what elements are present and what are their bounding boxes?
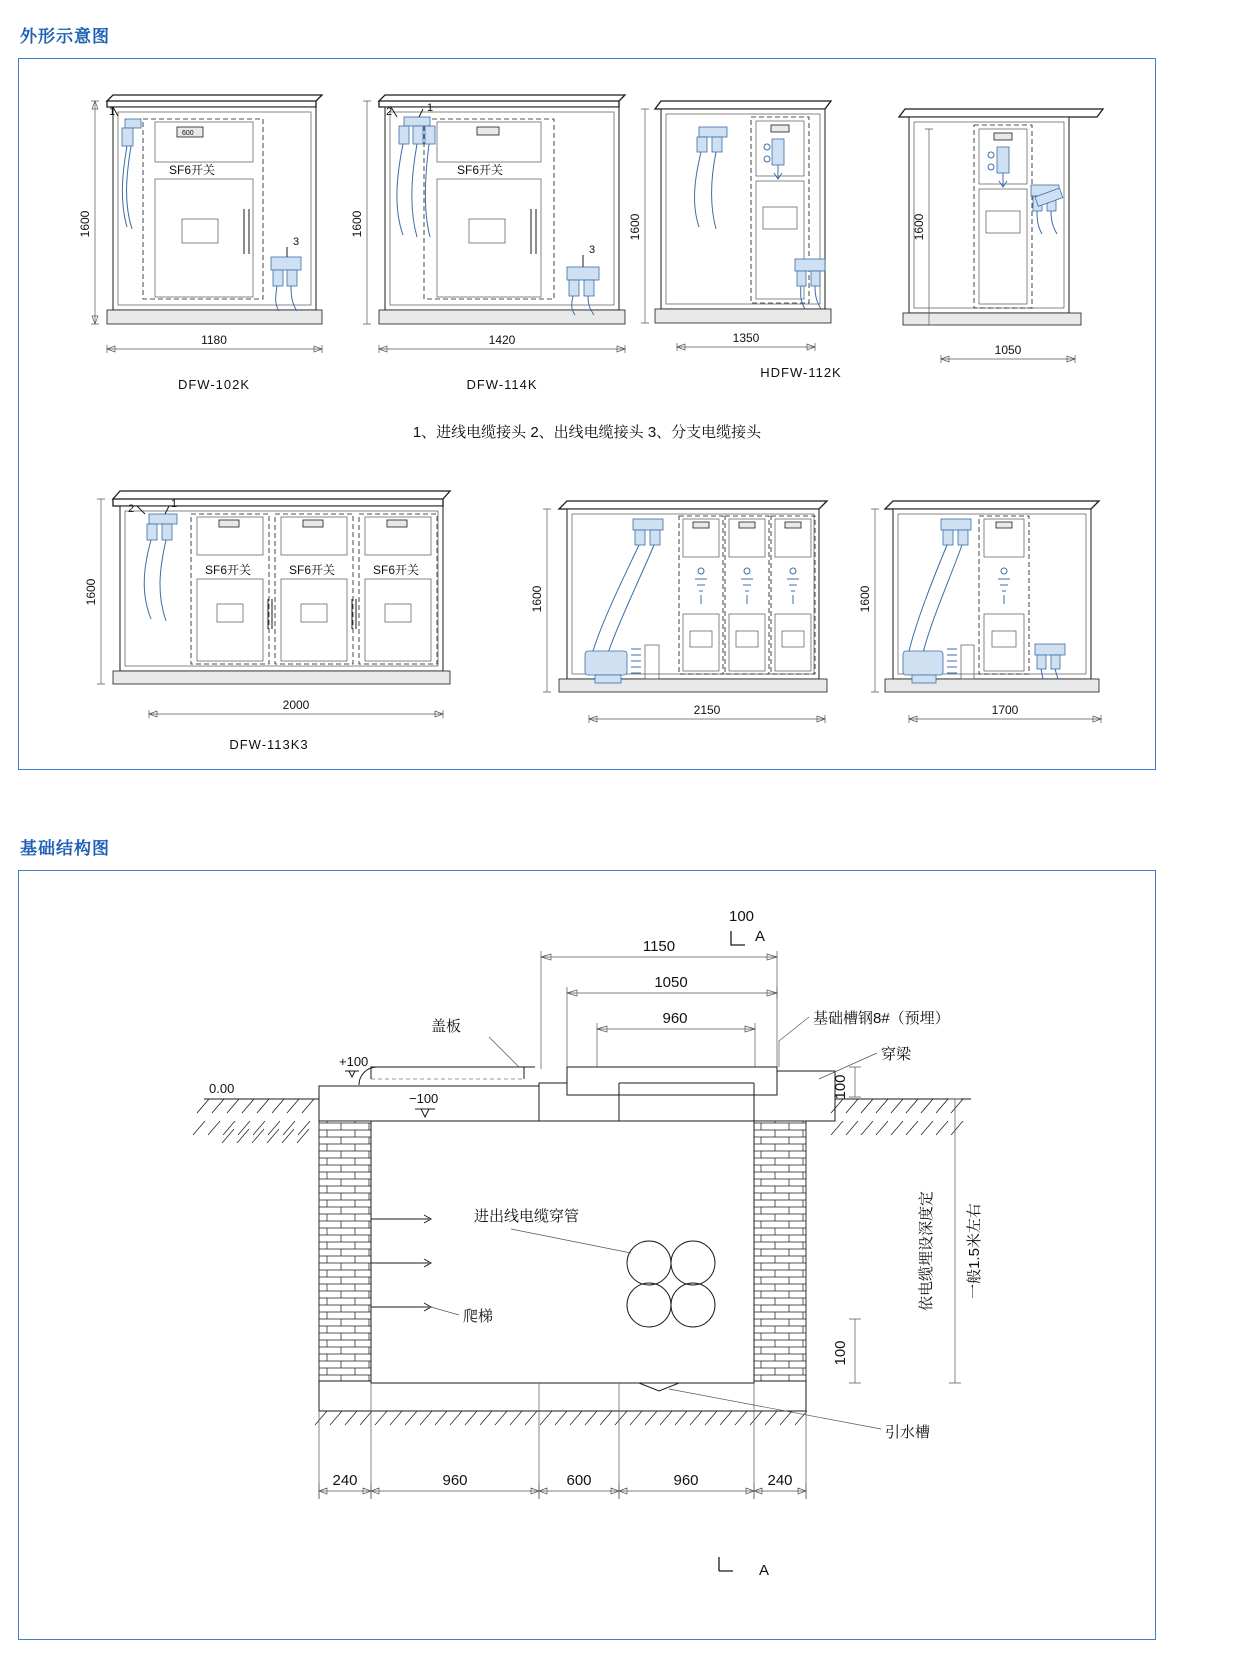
section-mark-a-top: A [755,928,766,945]
section-title-foundation: 基础结构图 [20,839,110,858]
dim-width-5: 2000 [282,698,310,712]
svg-text:SF6开关: SF6开关 [289,563,336,577]
svg-text:3: 3 [589,244,596,256]
dim-bottom-3: 600 [566,1472,592,1489]
model-dfw-102k [78,95,322,392]
dim-height-6: 1600 [530,585,544,613]
svg-text:600: 600 [182,130,194,137]
model-dfw-114k [350,95,625,392]
dim-width-1: 1180 [201,333,227,347]
dim-width-7: 1700 [991,703,1019,717]
svg-text:SF6开关: SF6开关 [373,563,420,577]
label-beam: 穿梁 [881,1046,912,1063]
section-dim-100: 100 [729,908,755,925]
label-channel-steel: 基础槽钢8#（预埋） [813,1010,950,1027]
label-cable-conduit: 进出线电缆穿管 [474,1208,580,1225]
foundation-svg [19,871,1155,1639]
foundation-diagram-panel [18,870,1156,1640]
label-drain: 引水槽 [885,1424,931,1441]
dim-100-bottom: 100 [832,1340,849,1366]
model-hdfw-112k [628,101,842,380]
dim-height-5: 1600 [84,578,98,606]
dim-width-3: 1350 [732,331,760,345]
model-caption-5: DFW-113K3 [229,737,309,752]
svg-text:1: 1 [427,102,434,114]
section-title-outline: 外形示意图 [20,27,110,46]
dim-width-6: 2150 [693,703,721,717]
dim-960-top: 960 [662,1010,688,1027]
dim-height-4: 1600 [912,213,926,241]
dim-100-top: 100 [832,1074,849,1100]
svg-text:SF6开关: SF6开关 [205,563,252,577]
dim-width-4: 1050 [994,343,1022,357]
dim-height-7: 1600 [858,585,872,613]
svg-text:3: 3 [293,236,300,248]
level-plus100: +100 [339,1054,369,1069]
svg-text:1: 1 [109,106,116,118]
dim-bottom-5: 240 [767,1472,793,1489]
svg-text:SF6开关: SF6开关 [457,163,504,177]
dim-height-1: 1600 [78,210,92,238]
level-ground: 0.00 [209,1081,235,1096]
model-caption-1: DFW-102K [177,377,251,392]
model-1700 [858,501,1101,723]
level-minus100: −100 [409,1091,439,1106]
dim-height-3: 1600 [628,213,642,241]
model-caption-3: HDFW-112K [760,365,842,380]
svg-text:1: 1 [171,498,178,510]
dim-bottom-1: 240 [332,1472,358,1489]
outline-svg [19,59,1155,769]
label-ladder: 爬梯 [463,1308,494,1325]
outline-diagram-panel [18,58,1156,770]
svg-text:2: 2 [386,106,393,118]
dim-1050: 1050 [654,974,688,991]
dim-bottom-4: 960 [673,1472,699,1489]
model-2150 [530,501,827,723]
dim-height-2: 1600 [350,210,364,238]
outline-note: 1、进线电缆接头 2、出线电缆接头 3、分支电缆接头 [412,424,762,441]
dim-1150: 1150 [642,938,676,955]
dim-bottom-2: 960 [442,1472,468,1489]
dim-width-2: 1420 [488,333,516,347]
model-caption-2: DFW-114K [466,377,538,392]
model-dfw-113k3 [84,491,450,752]
label-depth-note2: 一般1.5米左右 [966,1203,983,1299]
svg-text:SF6开关: SF6开关 [169,163,216,177]
svg-text:2: 2 [128,503,135,515]
label-depth-note: 依电缆埋设深度定 [918,1190,935,1312]
section-mark-a-bottom: A [759,1562,770,1579]
label-cover-plate: 盖板 [431,1018,462,1035]
model-1050 [899,109,1103,363]
